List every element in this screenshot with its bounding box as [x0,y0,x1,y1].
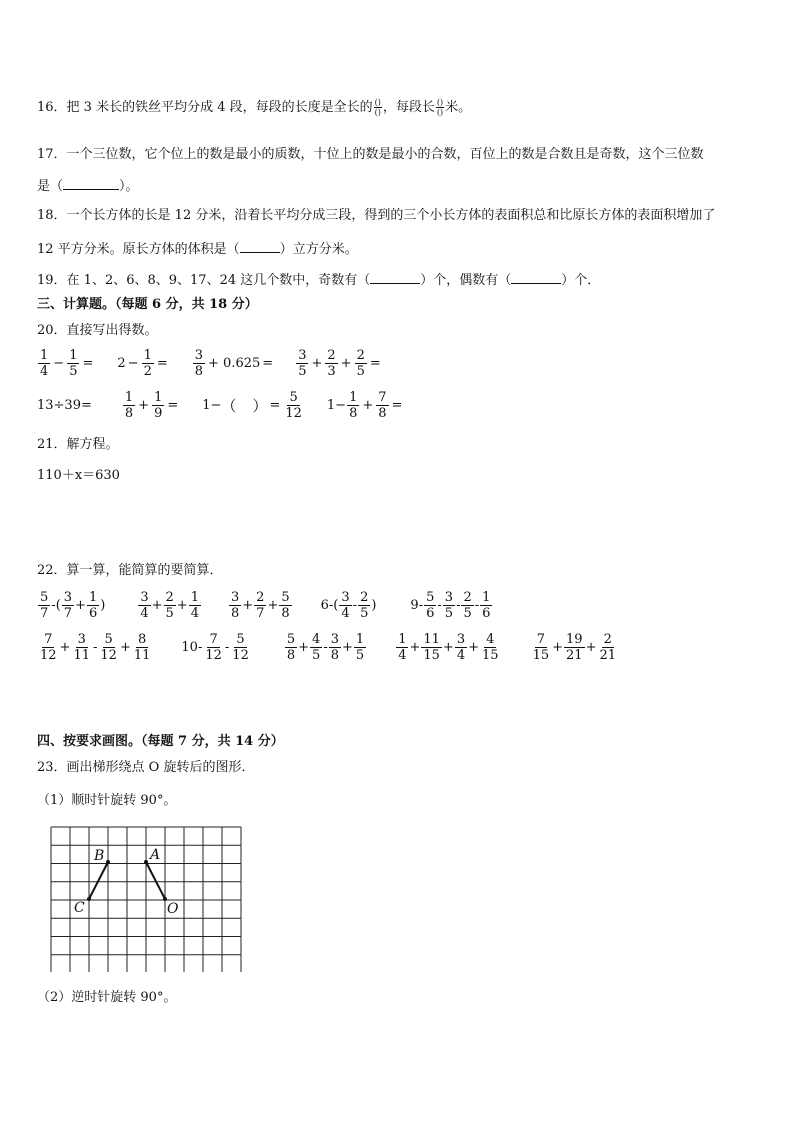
fraction: $\frac{1}{5}$ [355,632,365,663]
point-b [106,860,110,864]
section-4-heading: 四、按要求画图。（每题 7 分，共 14 分） [37,734,284,749]
fraction: $\frac{1}{4}$ [40,348,49,379]
q16-blank-fraction-2[interactable]: $\frac{()}{()}$ [436,98,444,117]
fraction: $\frac{3}{8}$ [230,590,240,621]
q16-text-c: 米。 [445,100,472,115]
question-22-title: 22．算一算，能简算的要简算． [37,563,223,578]
fraction: $\frac{7}{8}$ [378,390,387,421]
fraction: $\frac{7}{12}$ [205,632,222,663]
grid-svg [50,826,244,972]
fraction: $\frac{5}{12}$ [232,632,249,663]
label-a: A [150,847,161,863]
fraction: $\frac{1}{6}$ [482,590,491,621]
q16-text-a: 16．把 3 米长的铁丝平均分成 4 段，每段的长度是全长的 [37,100,373,115]
q20-row-1: $\frac{1}{4}$ − $\frac{1}{5}$ = 2 − $\frac{1}{2}$ = $\frac{3}{8}$ + 0.625 = $\frac{3}{5}$ + $\frac{2}{3}$ + $\frac{2}{5}$ = [40,348,381,379]
question-17-line-1: 17．一个三位数，它个位上的数是最小的质数，十位上的数是最小的合数，百位上的数是合数且是奇数，这个三位数 [37,147,704,162]
fraction: $\frac{5}{12}$ [100,632,117,663]
fraction: $\frac{3}{4}$ [456,632,466,663]
fraction: $\frac{2}{5}$ [165,590,174,621]
fraction: $\frac{2}{21}$ [599,632,617,663]
label-o: O [167,901,179,917]
fraction: $\frac{11}{15}$ [423,632,440,663]
fraction: $\frac{19}{21}$ [566,632,583,663]
point-a [144,860,148,864]
fraction: $\frac{1}{8}$ [349,390,358,421]
q20-row-2: 13÷39= $\frac{1}{8}$ + $\frac{1}{9}$ = 1− （ ） = $\frac{5}{12}$ 1− $\frac{1}{8}$ + $\frac{7}{8}$ = [37,390,403,421]
fraction: $\frac{1}{8}$ [124,390,134,421]
fraction: $\frac{5}{6}$ [426,590,435,621]
q18-answer-blank[interactable] [240,240,280,253]
fraction: $\frac{1}{9}$ [154,390,163,421]
question-23-title: 23．画出梯形绕点 O 旋转后的图形． [37,760,255,775]
fraction: $\frac{2}{3}$ [327,348,336,379]
point-c [87,897,91,901]
fraction: $\frac{1}{6}$ [88,590,98,621]
q19-even-blank[interactable] [511,271,561,284]
fraction: $\frac{3}{4}$ [140,590,149,621]
side-ao [146,862,165,899]
question-18-line-1: 18．一个长方体的长是 12 分米，沿着长平均分成三段，得到的三个小长方体的表面积总和比原长方体的表面积增加了 [37,208,716,223]
fraction: $\frac{3}{5}$ [444,590,454,621]
question-21-title: 21．解方程。 [37,437,119,452]
q23-part-2: （2）逆时针旋转 90°。 [37,990,177,1005]
fraction: $\frac{3}{7}$ [63,590,73,621]
fraction: $\frac{1}{2}$ [143,348,152,379]
label-c: C [74,900,85,916]
fraction: $\frac{8}{11}$ [133,632,151,663]
q21-equation: 110＋x＝630 [37,468,120,483]
q22-row-1: $\frac{5}{7}$ - ( $\frac{3}{7}$ + $\frac{1}{6}$ ) $\frac{3}{4}$ + $\frac{2}{5}$ + $\frac{1}{4}$ $\frac{3}{8}$ + $\frac{2}{7}$ + $\frac{5}{8}$ 6- ( $\frac{3}{4}$ - $\frac{2}{5}$ ) 9- $\frac{5}{6}$ - $\frac{3}{5}$ - $\frac{2}{5}$ - $\frac{1}{6}$ [40,590,491,621]
fraction: $\frac{1}{4}$ [190,590,199,621]
fraction: $\frac{2}{5}$ [360,590,369,621]
fraction: $\frac{5}{8}$ [281,590,290,621]
fraction: $\frac{4}{5}$ [312,632,321,663]
fraction: $\frac{5}{12}$ [285,390,302,421]
q23-part-1: （1）顺时针旋转 90°。 [37,793,177,808]
fraction: $\frac{2}{5}$ [356,348,365,379]
fraction: $\frac{5}{7}$ [40,590,49,621]
q19-odd-blank[interactable] [370,271,420,284]
fraction: $\frac{3}{4}$ [341,590,350,621]
question-20-title: 20．直接写出得数。 [37,323,158,338]
q17-answer-blank[interactable] [63,177,119,190]
question-18-line-2: 12 平方分米。原长方体的体积是（ ）立方分米。 [37,242,358,257]
q22-row-2: $\frac{7}{12}$ + $\frac{3}{11}$ - $\frac{5}{12}$ + $\frac{8}{11}$ 10- $\frac{7}{12}$ - $\frac{5}{12}$ $\frac{5}{8}$ + $\frac{4}{5}$ - $\frac{3}{8}$ + $\frac{1}{5}$ $\frac{1}{4}$ + $\frac{11}{15}$ + $\frac{3}{4}$ + $\frac{4}{15}$ $\frac{7}{15}$ + $\frac{19}{21}$ + $\frac{2}{21}$ [40,632,617,663]
q16-blank-fraction-1[interactable]: $\frac{()}{()}$ [374,98,381,117]
fraction: $\frac{1}{4}$ [398,632,407,663]
fraction: $\frac{5}{8}$ [286,632,296,663]
fraction: $\frac{3}{5}$ [298,348,307,379]
side-cb [89,862,108,899]
fraction: $\frac{4}{15}$ [482,632,499,663]
fraction: $\frac{1}{5}$ [69,348,78,379]
fraction: $\frac{3}{11}$ [73,632,90,663]
label-b: B [94,848,105,864]
fraction: $\frac{2}{5}$ [463,590,472,621]
q16-text-b: ，每段长 [382,100,435,115]
q20-paren-blank[interactable] [236,400,252,412]
fraction: $\frac{7}{12}$ [40,632,57,663]
fraction: $\frac{3}{8}$ [194,348,204,379]
question-19: 19．在 1、2、6、8、9、17、24 这几个数中，奇数有（ ）个，偶数有（ ）个． [37,273,601,288]
section-3-heading: 三、计算题。（每题 6 分，共 18 分） [37,297,258,312]
question-17-line-2: 是（ ）。 [37,179,139,194]
fraction: $\frac{7}{15}$ [532,632,550,663]
fraction: $\frac{3}{8}$ [330,632,339,663]
fraction: $\frac{2}{7}$ [256,590,265,621]
trapezoid-grid-figure[interactable] [50,826,244,976]
question-16 [37,98,471,117]
